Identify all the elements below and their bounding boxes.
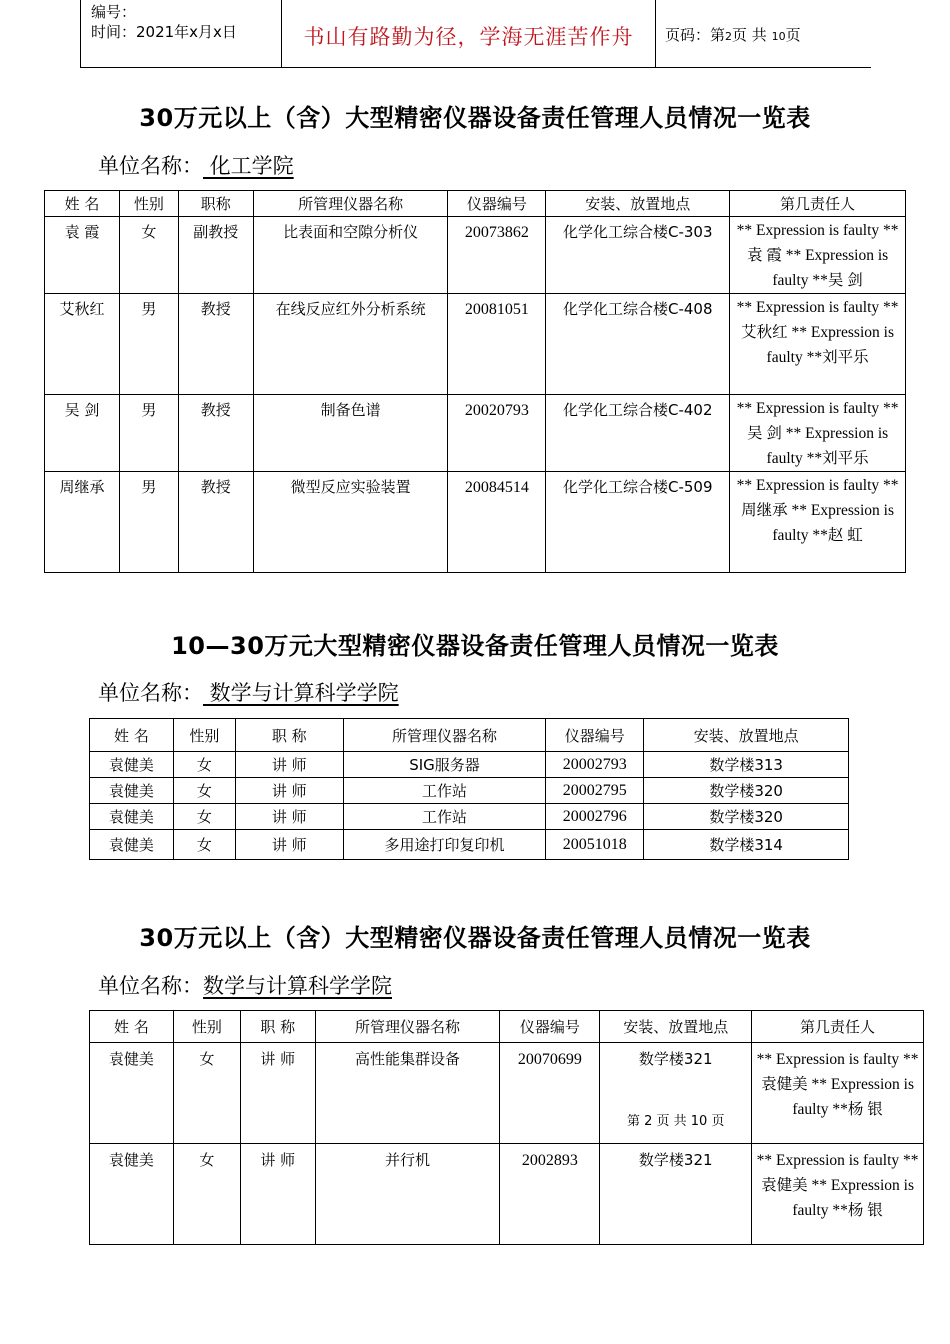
cell-title: 讲 师: [240, 1144, 315, 1245]
cell-responsible: ** Expression is faulty **艾秋红 ** Expression is faulty **刘平乐: [730, 294, 906, 395]
cell-responsible: ** Expression is faulty **吴 剑 ** Expression is faulty **刘平乐: [730, 395, 906, 472]
cell-name: 袁健美: [90, 1144, 174, 1245]
table-header-row: [45, 191, 906, 217]
page-footer-note: 第 2 页 共 10 页: [626, 1114, 725, 1129]
cell-location: 数学楼313: [644, 752, 849, 778]
table-row: [90, 752, 849, 778]
section1-unit-name: 化工学院: [203, 154, 294, 178]
cell-title: 讲 师: [235, 752, 343, 778]
cell-location: 数学楼320: [644, 778, 849, 804]
cell-gender: 女: [173, 752, 235, 778]
header-meta-cell: [81, 0, 282, 67]
time-label: 时间：2021年x月x日: [91, 23, 237, 41]
cell-name: 袁健美: [90, 804, 174, 830]
cell-gender: 女: [173, 1043, 240, 1144]
cell-location: 数学楼314: [644, 830, 849, 860]
cell-code: 20084514: [448, 472, 546, 573]
cell-gender: 男: [119, 395, 178, 472]
col-name: 姓 名: [90, 1011, 174, 1043]
cell-instrument: SIG服务器: [343, 752, 546, 778]
col-title: 职 称: [235, 719, 343, 752]
section3-table: [89, 1010, 924, 1245]
cell-code: 20051018: [546, 830, 644, 860]
cell-instrument: 比表面和空隙分析仪: [253, 217, 448, 294]
section3-unit: 单位名称：数学与计算科学学院: [98, 974, 392, 998]
section2-unit-name: 数学与计算科学学院: [203, 681, 399, 705]
cell-title: 教授: [178, 294, 253, 395]
cell-name: 袁健美: [90, 752, 174, 778]
col-code: 仪器编号: [448, 191, 546, 217]
cell-code: 20002796: [546, 804, 644, 830]
cell-responsible: ** Expression is faulty **袁健美 ** Expression is faulty **杨 银: [752, 1043, 924, 1144]
cell-responsible: ** Expression is faulty **袁健美 ** Expression is faulty **杨 银: [752, 1144, 924, 1245]
location-text: 数学楼321: [638, 1050, 713, 1068]
cell-name: 艾秋红: [45, 294, 120, 395]
cell-name: 袁健美: [90, 1043, 174, 1144]
cell-code: 20081051: [448, 294, 546, 395]
col-location: 安装、放置地点: [644, 719, 849, 752]
cell-responsible: ** Expression is faulty **袁 霞 ** Expression is faulty **吴 剑: [730, 217, 906, 294]
col-gender: 性别: [173, 1011, 240, 1043]
col-name: 姓 名: [90, 719, 174, 752]
col-instrument: 所管理仪器名称: [343, 719, 546, 752]
cell-location: 数学楼320: [644, 804, 849, 830]
cell-title: 讲 师: [240, 1043, 315, 1144]
cell-name: 周继承: [45, 472, 120, 573]
cell-code: 2002893: [500, 1144, 600, 1245]
cell-location: 化学化工综合楼C-509: [546, 472, 730, 573]
table-row: [90, 1144, 924, 1245]
cell-location: 化学化工综合楼C-408: [546, 294, 730, 395]
cell-instrument: 高性能集群设备: [315, 1043, 500, 1144]
cell-title: 副教授: [178, 217, 253, 294]
cell-name: 吴 剑: [45, 395, 120, 472]
cell-title: 教授: [178, 395, 253, 472]
col-location: 安装、放置地点: [546, 191, 730, 217]
cell-gender: 女: [173, 778, 235, 804]
table-row: [45, 472, 906, 573]
section1-unit: 单位名称： 化工学院: [98, 154, 294, 178]
section2-title: 10—30万元大型精密仪器设备责任管理人员情况一览表: [171, 632, 779, 660]
cell-name: 袁健美: [90, 830, 174, 860]
col-instrument: 所管理仪器名称: [315, 1011, 500, 1043]
cell-gender: 女: [173, 830, 235, 860]
cell-instrument: 并行机: [315, 1144, 500, 1245]
table-row: [45, 217, 906, 294]
cell-gender: 男: [119, 472, 178, 573]
table-row: [90, 830, 849, 860]
section1-table: [44, 190, 906, 573]
col-location: 安装、放置地点: [600, 1011, 752, 1043]
col-name: 姓 名: [45, 191, 120, 217]
cell-code: 20073862: [448, 217, 546, 294]
table-row: [90, 804, 849, 830]
table-row: [45, 294, 906, 395]
col-title: 职称: [178, 191, 253, 217]
col-responsible: 第几责任人: [730, 191, 906, 217]
cell-title: 教授: [178, 472, 253, 573]
cell-title: 讲 师: [235, 830, 343, 860]
cell-title: 讲 师: [235, 804, 343, 830]
motto: 书山有路勤为径，学海无涯苦作舟: [303, 25, 634, 49]
code-label: 编号：: [91, 3, 137, 21]
cell-instrument: 制备色谱: [253, 395, 448, 472]
cell-instrument: 工作站: [343, 778, 546, 804]
col-code: 仪器编号: [546, 719, 644, 752]
cell-code: 20002793: [546, 752, 644, 778]
page-header: [80, 0, 871, 68]
table-header-row: [90, 719, 849, 752]
cell-instrument: 在线反应红外分析系统: [253, 294, 448, 395]
cell-code: 20070699: [500, 1043, 600, 1144]
col-code: 仪器编号: [500, 1011, 600, 1043]
col-gender: 性别: [173, 719, 235, 752]
col-instrument: 所管理仪器名称: [253, 191, 448, 217]
section2-table: [89, 718, 849, 860]
cell-instrument: 微型反应实验装置: [253, 472, 448, 573]
cell-gender: 女: [173, 804, 235, 830]
header-motto-cell: [282, 0, 656, 67]
col-title: 职 称: [240, 1011, 315, 1043]
cell-location: 化学化工综合楼C-402: [546, 395, 730, 472]
cell-gender: 女: [119, 217, 178, 294]
col-gender: 性别: [119, 191, 178, 217]
cell-title: 讲 师: [235, 778, 343, 804]
cell-name: 袁健美: [90, 778, 174, 804]
table-row: [90, 778, 849, 804]
cell-name: 袁 霞: [45, 217, 120, 294]
page-number: 页码：第2页 共 10页: [665, 26, 801, 44]
section3-title: 30万元以上（含）大型精密仪器设备责任管理人员情况一览表: [139, 924, 811, 952]
section2-unit: 单位名称： 数学与计算科学学院: [98, 681, 399, 705]
section1-title: 30万元以上（含）大型精密仪器设备责任管理人员情况一览表: [139, 104, 811, 132]
cell-location: [600, 1043, 752, 1144]
cell-location: 数学楼321: [600, 1144, 752, 1245]
table-header-row: [90, 1011, 924, 1043]
cell-code: 20002795: [546, 778, 644, 804]
cell-responsible: ** Expression is faulty **周继承 ** Expression is faulty **赵 虹: [730, 472, 906, 573]
table-row: [45, 395, 906, 472]
cell-gender: 女: [173, 1144, 240, 1245]
col-responsible: 第几责任人: [752, 1011, 924, 1043]
cell-location: 化学化工综合楼C-303: [546, 217, 730, 294]
section3-unit-name: 数学与计算科学学院: [203, 974, 392, 998]
cell-code: 20020793: [448, 395, 546, 472]
table-row: [90, 1043, 924, 1144]
cell-gender: 男: [119, 294, 178, 395]
header-page-cell: [656, 0, 871, 67]
cell-instrument: 多用途打印复印机: [343, 830, 546, 860]
cell-instrument: 工作站: [343, 804, 546, 830]
